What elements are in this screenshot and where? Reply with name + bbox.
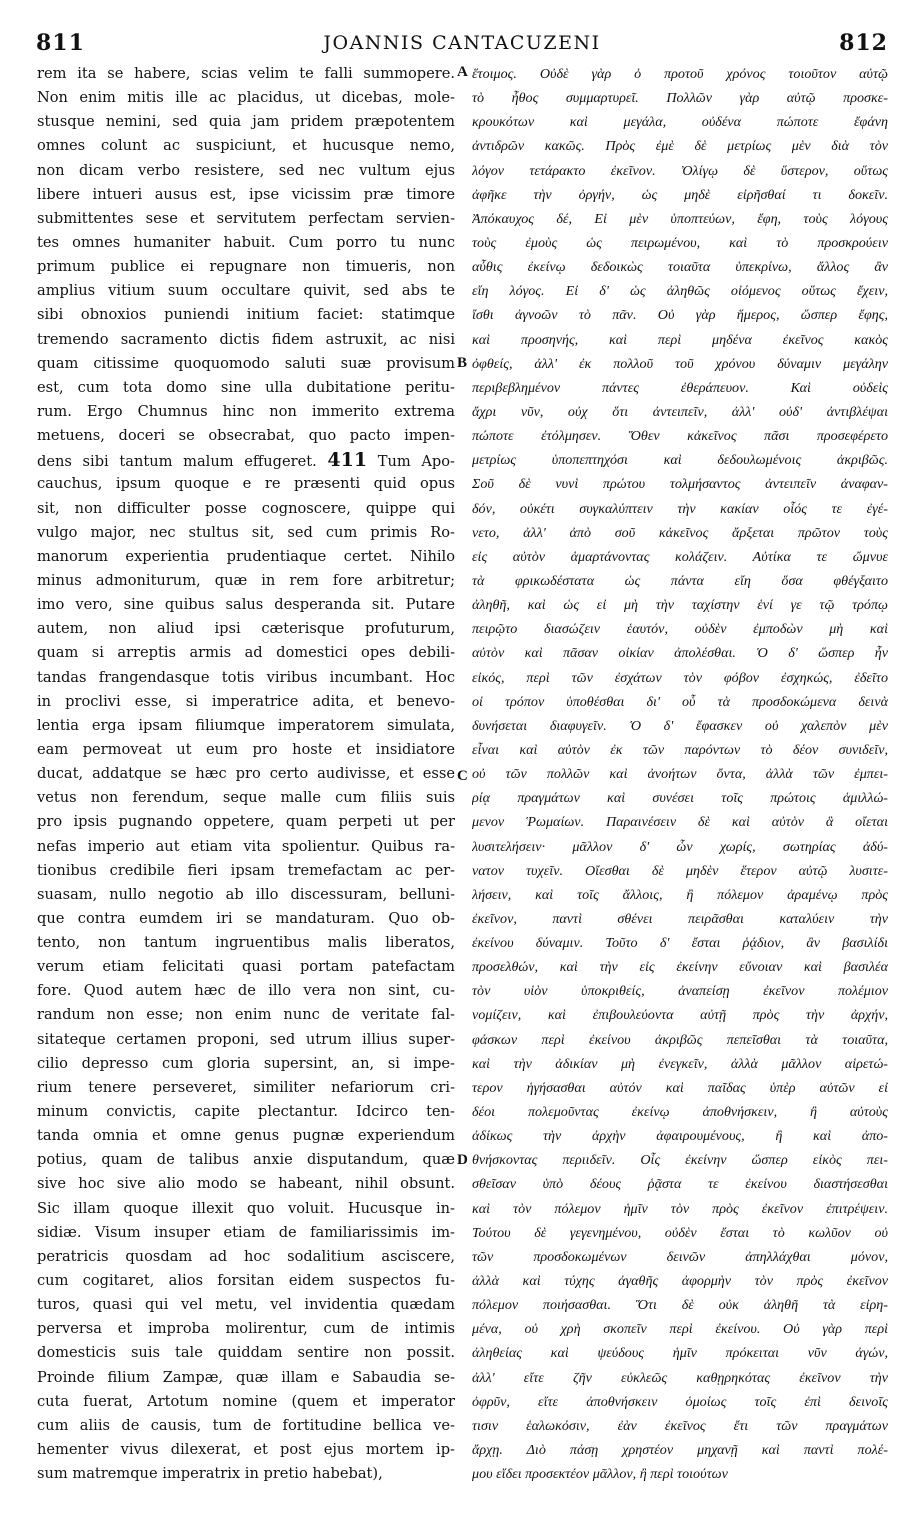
latin-line — [37, 448, 455, 472]
running-title: JOANNIS CANTACUZENI — [323, 32, 601, 54]
latin-line: Proinde filium Zampæ, quæ illam e Sabaudia se- — [37, 1368, 455, 1386]
latin-line: cilio depresso cum gloria supersint, an, si impe- — [37, 1054, 455, 1072]
latin-line: turos, quasi qui vel metu, vel invidentia quædam — [37, 1296, 455, 1314]
greek-line: ἄχρι νῦν, οὐχ ὅτι ἀντειπεῖν, ἀλλ' οὐδ' ἀντιβλέψαι — [472, 403, 888, 420]
latin-line: quam si arreptis armis ad domestici opes debili- — [37, 644, 455, 662]
latin-line-text: dens sibi tantum malum effugeret. — [37, 453, 317, 471]
greek-line: περιβεβλημένον πάντες ἐθεράπευον. Καὶ οὐδεὶς — [472, 379, 888, 396]
greek-line: καὶ τὴν ἀδικίαν μὴ ἐνεγκεῖν, ἀλλὰ μᾶλλον αἱρετώ- — [472, 1055, 888, 1072]
margin-marker-d: D — [457, 1152, 468, 1168]
latin-line: sitateque certamen proponi, sed utrum illius super- — [37, 1030, 455, 1048]
greek-line: πόλεμον ποιήσασθαι. Ὅτι δὲ οὐκ ἀληθῆ τὰ εἰρη- — [472, 1297, 888, 1314]
latin-line: tento, non tantum ingruentibus malis liberatos, — [37, 934, 455, 952]
latin-line: fore. Quod autem hæc de illo vera non sint, cu- — [37, 982, 455, 1000]
greek-line: εἶναι καὶ αὐτὸν ἐκ τῶν παρόντων τὸ δέον συνιδεῖν, — [472, 741, 888, 758]
greek-line: μενον Ῥωμαίων. Παραινέσειν δὲ καὶ αὐτὸν ἃ οἴεται — [472, 814, 888, 831]
greek-column — [472, 62, 888, 1486]
latin-line: metuens, doceri se obsecrabat, quo pacto impen- — [37, 427, 455, 445]
latin-line: rum. Ergo Chumnus hinc non immerito extrema — [37, 402, 455, 420]
latin-line: pro ipsis pugnando oppetere, quam perpeti ut per — [37, 813, 455, 831]
greek-line: Ἀπόκαυχος δέ, Εἰ μὲν ὑποπτεύων, ἔφη, τοὺς λόγους — [472, 210, 888, 227]
margin-marker-a: A — [457, 64, 468, 80]
greek-line: δυνήσεται διαφυγεῖν. Ὁ δ' ἔφασκεν οὐ χαλεπὸν μὲν — [472, 717, 888, 734]
latin-line: hementer vivus dilexerat, et post ejus mortem ip- — [37, 1441, 455, 1459]
greek-line: δόν, οὐκέτι συγκαλύπτειν τὴν κακίαν οἷός τε ἐγέ- — [472, 500, 888, 517]
latin-line: vulgo major, nec stultus sit, sed cum primis Ro- — [37, 523, 455, 541]
greek-line: ἐκεῖνον, παντὶ σθένει πειρᾶσθαι καταλύειν τὴν — [472, 910, 888, 927]
greek-line: ἀδίκως τὴν ἀρχὴν ἀφαιρουμένους, ἢ καὶ ἀπο- — [472, 1128, 888, 1145]
page-number-left: 811 — [36, 30, 85, 56]
latin-line: stusque nemini, sed quia jam pridem præpotentem — [37, 113, 455, 131]
greek-line: λήσειν, καὶ τοῖς ἄλλοις, ἢ πόλεμον ἀραμένῳ πρὸς — [472, 886, 888, 903]
latin-line: ducat, addatque se hæc pro certo audivisse, et esse — [37, 765, 455, 783]
greek-line: εἴη λόγος. Εἰ δ' ὡς ἀληθῶς οἰόμενος οὕτως ἔχειν, — [472, 283, 888, 300]
greek-line: ἀληθῆ, καὶ ὡς εἰ μὴ τὴν ταχίστην ἑνί γε τῷ τρόπῳ — [472, 597, 888, 614]
greek-line: νατον τυχεῖν. Οἴεσθαι δὲ μηδὲν ἕτερον αὐτῷ λυσιτε- — [472, 862, 888, 879]
latin-line: autem, non aliud ipsi cæterisque profuturum, — [37, 620, 455, 638]
latin-line: Sic illam quoque illexit quo voluit. Hucusque in- — [37, 1199, 455, 1217]
greek-line: τῶν προσδοκωμένων δεινῶν ἀπηλλάχθαι μόνον, — [472, 1248, 888, 1265]
latin-line: eam permoveat ut eum pro hoste et insidiatore — [37, 740, 455, 758]
latin-column — [37, 62, 455, 1486]
latin-line: que contra eumdem iri se mandaturam. Quo ob- — [37, 909, 455, 927]
greek-line: πειρῷτο διασώζειν ἑαυτόν, οὐδὲν ἐμποδὼν μὴ καὶ — [472, 621, 888, 638]
greek-line: νετο, ἀλλ' ἀπὸ σοῦ κἀκεῖνος ἄρξεται πρῶτον τοὺς — [472, 524, 888, 541]
latin-line: manorum experientia prudentiaque certet. Nihilo — [37, 547, 455, 565]
greek-line: πώποτε ἐτόλμησεν. Ὅθεν κἀκεῖνος πᾶσι προσεφέρετο — [472, 428, 888, 445]
greek-line: αὖθις ἐκείνῳ δεδοικὼς τοιαῦτα ὑπεκρίνω, ἄλλος ἂν — [472, 259, 888, 276]
latin-line: primum publice ei repugnare non timueris, non — [37, 258, 455, 276]
greek-line: οὐ τῶν πολλῶν καὶ ἀνοήτων ὄντα, ἀλλὰ τῶν ἐμπει- — [472, 766, 888, 783]
latin-line: tanda omnia et omne genus pugnæ experiendum — [37, 1127, 455, 1145]
greek-line: ἐκείνου δύναμιν. Τοῦτο δ' ἔσται ῥᾴδιον, ἂν βασιλίδι — [472, 935, 888, 952]
latin-line: sit, non difficulter posse cognoscere, quippe qui — [37, 499, 455, 517]
latin-line: cauchus, ipsum quoque e re præsenti quid opus — [37, 475, 455, 493]
latin-line: cum cogitaret, alios forsitan eidem suspectos fu- — [37, 1272, 455, 1290]
latin-line-tail: Tum Apo- — [377, 453, 455, 471]
greek-line: τὸ ἦθος συμμαρτυρεῖ. Πολλῶν γὰρ αὐτῷ προσκε- — [472, 90, 888, 107]
greek-line: ὀφρῦν, εἴτε ἀποθνήσκειν ὁμοίως τοῖς ἐπὶ δεινοῖς — [472, 1393, 888, 1410]
greek-line: ἀλλ' εἴτε ζῆν εὐκλεῶς καθῃρηκότας ἐκεῖνον τὴν — [472, 1369, 888, 1386]
latin-line: tes omnes humaniter habuit. Cum porro tu nunc — [37, 233, 455, 251]
greek-line: καὶ τὸν πόλεμον ἡμῖν τὸν πρὸς ἐκεῖνον ἐπιτρέψειν. — [472, 1200, 888, 1217]
latin-line: tionibus credibile fieri ipsam tremefactam ac per- — [37, 861, 455, 879]
latin-line: imo vero, sine quibus salus desperanda sit. Putare — [37, 596, 455, 614]
section-number: 411 — [327, 449, 368, 472]
latin-line: Non enim mitis ille ac placidus, ut dicebas, mole- — [37, 89, 455, 107]
greek-line: ἀληθείας καὶ ψεύδους ἡμῖν πρόκειται νῦν ἀγών, — [472, 1345, 888, 1362]
latin-line: cuta fuerat, Artotum nomine (quem et imperator — [37, 1392, 455, 1410]
latin-line: minus admoniturum, quæ in rem fore arbitretur; — [37, 571, 455, 589]
latin-line: verum etiam felicitati quasi portam patefactam — [37, 958, 455, 976]
latin-line: vetus non ferendum, seque malle cum filiis suis — [37, 789, 455, 807]
greek-line: ἴσθι ἀγνοῶν τὸ πᾶν. Οὐ γὰρ ἥμερος, ὥσπερ ἔφης, — [472, 307, 888, 324]
latin-line: libere intueri ausus est, ipse vicissim præ timore — [37, 185, 455, 203]
greek-line: καὶ προσηνής, καὶ περὶ μηδένα ἐκεῖνος κακὸς — [472, 331, 888, 348]
latin-line: domesticis suis tale quiddam sentire non possit. — [37, 1344, 455, 1362]
greek-line: νομίζειν, καὶ ἐπιβουλεύοντα αὐτῇ πρὸς τὴν ἀρχήν, — [472, 1007, 888, 1024]
greek-line: τὸν υἱὸν ὑποκριθείς, ἀναπείσῃ ἐκεῖνον πολέμιον — [472, 983, 888, 1000]
greek-line: ὀφθείς, ἀλλ' ἐκ πολλοῦ τοῦ χρόνου δύναμιν μεγάλην — [472, 355, 888, 372]
greek-line: ρίᾳ πραγμάτων καὶ συνέσει τοῖς πρώτοις ἁμιλλώ- — [472, 790, 888, 807]
latin-line: amplius vitium suum occultare quivit, sed abs te — [37, 282, 455, 300]
greek-line: ἕτοιμος. Οὐδὲ γὰρ ὁ προτοῦ χρόνος τοιοῦτον αὐτῷ — [472, 66, 888, 82]
greek-line: οἱ τρόπον ὑποθέσθαι δι' οὗ τὰ προσδοκώμενα δεινὰ — [472, 693, 888, 710]
greek-line: μου εἴδει προσεκτέον μᾶλλον, ἢ περὶ τοιούτων — [472, 1466, 728, 1483]
greek-line: ἀλλὰ καὶ τύχης ἀγαθῆς ἀφορμὴν τὸν πρὸς ἐκεῖνον — [472, 1273, 888, 1290]
latin-line: non dicam verbo resistere, sed nec vultum ejus — [37, 161, 455, 179]
latin-line: sidiæ. Visum insuper etiam de familiarissimis im- — [37, 1223, 455, 1241]
latin-line: potius, quam de talibus anxie disputandum, quæ — [37, 1151, 455, 1169]
latin-line: submittentes sese et servitutem perfectam servien- — [37, 209, 455, 227]
margin-marker-c: C — [457, 768, 468, 784]
latin-line: rem ita se habere, scias velim te falli summopere. — [37, 65, 455, 82]
greek-line: ἀφῆκε τὴν ὀργήν, ὡς μηδὲ εἰρῆσθαί τι δοκεῖν. — [472, 186, 888, 203]
greek-line: προσελθών, καὶ τὴν εἰς ἐκείνην εὔνοιαν καὶ βασιλέα — [472, 959, 888, 976]
greek-line: ἄρχῃ. Διὸ πάσῃ χρηστέον μηχανῇ καὶ παντὶ πολέ- — [472, 1442, 888, 1459]
greek-line: τερον ἡγήσασθαι αὐτόν καὶ παῖδας ὑπὲρ αὐτῶν εἰ — [472, 1079, 888, 1096]
greek-line: φάσκων περὶ ἐκείνου ἀκριβῶς πεπεῖσθαι τὰ τοιαῦτα, — [472, 1031, 888, 1048]
latin-line: peratricis quosdam ad hoc sodalitium asciscere, — [37, 1247, 455, 1265]
latin-line: suasam, nullo negotio ab illo discessuram, belluni- — [37, 885, 455, 903]
greek-line: εἰκός, περὶ τῶν ἐσχάτων τὸν φόβον ἐσχηκώς, ἐδεῖτο — [472, 669, 888, 686]
greek-line: τοὺς ἐμοὺς ὡς πειρωμένου, καὶ τὸ προσκρούειν — [472, 234, 888, 251]
latin-line: cum aliis de causis, tum de fortitudine bellica ve- — [37, 1416, 455, 1434]
latin-line: perversa et improba molirentur, cum de intimis — [37, 1320, 455, 1338]
page-header — [36, 30, 888, 60]
latin-line: nefas imperio aut etiam vita spolientur. Quibus ra- — [37, 837, 455, 855]
latin-line: sibi obnoxios puniendi initium faciet: statimque — [37, 306, 455, 324]
page-number-right: 812 — [839, 30, 888, 56]
greek-line: ἀντιδρῶν κακῶς. Πρὸς ἐμὲ δὲ μετρίως μὲν διὰ τὸν — [472, 138, 888, 155]
greek-line: λυσιτελήσειν· μᾶλλον δ' ὧν χωρίς, σωτηρίας ἀδύ- — [472, 838, 888, 855]
greek-line: δέοι πολεμοῦντας ἐκείνῳ ἀποθνήσκειν, ἢ αὐτοὺς — [472, 1104, 888, 1121]
latin-line: in proclivi esse, si imperatrice adita, et benevo- — [37, 692, 455, 710]
latin-line: tandas frangendasque totis viribus incumbant. Hoc — [37, 668, 455, 686]
greek-line: Σοῦ δὲ νυνὶ πρώτου τολμήσαντος ἀντειπεῖν ἀναφαν- — [472, 476, 888, 493]
margin-marker-b: B — [457, 355, 468, 371]
greek-line: μένα, οὐ χρὴ σκοπεῖν περὶ ἐκείνου. Οὐ γὰρ περὶ — [472, 1321, 888, 1338]
greek-line: Τούτου δὲ γεγενημένου, οὐδὲν ἔσται τὸ κωλῦον οὐ — [472, 1224, 888, 1241]
latin-line: randum non esse; non enim nunc de veritate fal- — [37, 1006, 455, 1024]
greek-line: κρουκότων καὶ μεγάλα, οὐδένα πώποτε ἔφάνη — [472, 114, 888, 131]
latin-line: omnes colunt ac suspiciunt, et hucusque nemo, — [37, 137, 455, 155]
latin-line: sive hoc sive alio modo se habeant, nihil obsunt. — [37, 1175, 455, 1193]
latin-line: quam citissime quoquomodo saluti suæ provisum — [37, 354, 455, 372]
latin-line: rium tenere perseveret, similiter nefariorum cri- — [37, 1078, 455, 1096]
latin-line: lentia erga ipsam filiumque imperatorem simulata, — [37, 716, 455, 734]
greek-line: τισιν ἑαλωκόσιν, ἐὰν ἐκεῖνος ἔτι τῶν πραγμάτων — [472, 1417, 888, 1434]
greek-line: αὐτὸν καὶ πᾶσαν οἰκίαν ἀπολέσθαι. Ὁ δ' ὥσπερ ἦν — [472, 645, 888, 662]
greek-line: τὰ φρικωδέστατα ὡς πάντα εἴη ὅσα φθέγξαιτο — [472, 572, 888, 589]
latin-line: sum matremque imperatrix in pretio habebat), — [37, 1465, 383, 1483]
latin-line: tremendo sacramento dictis fidem astruxit, ac nisi — [37, 330, 455, 348]
greek-line: σθεῖσαν ὑπὸ δέους ῥᾷστα τε ἐκείνου διαστήσεσθαι — [472, 1176, 888, 1193]
greek-line: εἰς αὐτὸν ἁμαρτάνοντας κολάζειν. Αὐτίκα τε ὤμνυε — [472, 548, 888, 565]
latin-line: est, cum tota domo sine ulla dubitatione peritu- — [37, 378, 455, 396]
greek-line: μετρίως ὑποπεπτηχόσι καὶ δεδουλωμένοις ἀκριβῶς. — [472, 452, 888, 469]
greek-line: θνήσκοντας περιιδεῖν. Οἷς ἐκείνην ὥσπερ εἰκὸς πει- — [472, 1152, 888, 1169]
latin-line: minum convictis, capite plectantur. Idcirco ten- — [37, 1103, 455, 1121]
greek-line: λόγον τετάρακτο ἐκεῖνον. Ὀλίγῳ δὲ ὕστερον, οὕτως — [472, 162, 888, 179]
